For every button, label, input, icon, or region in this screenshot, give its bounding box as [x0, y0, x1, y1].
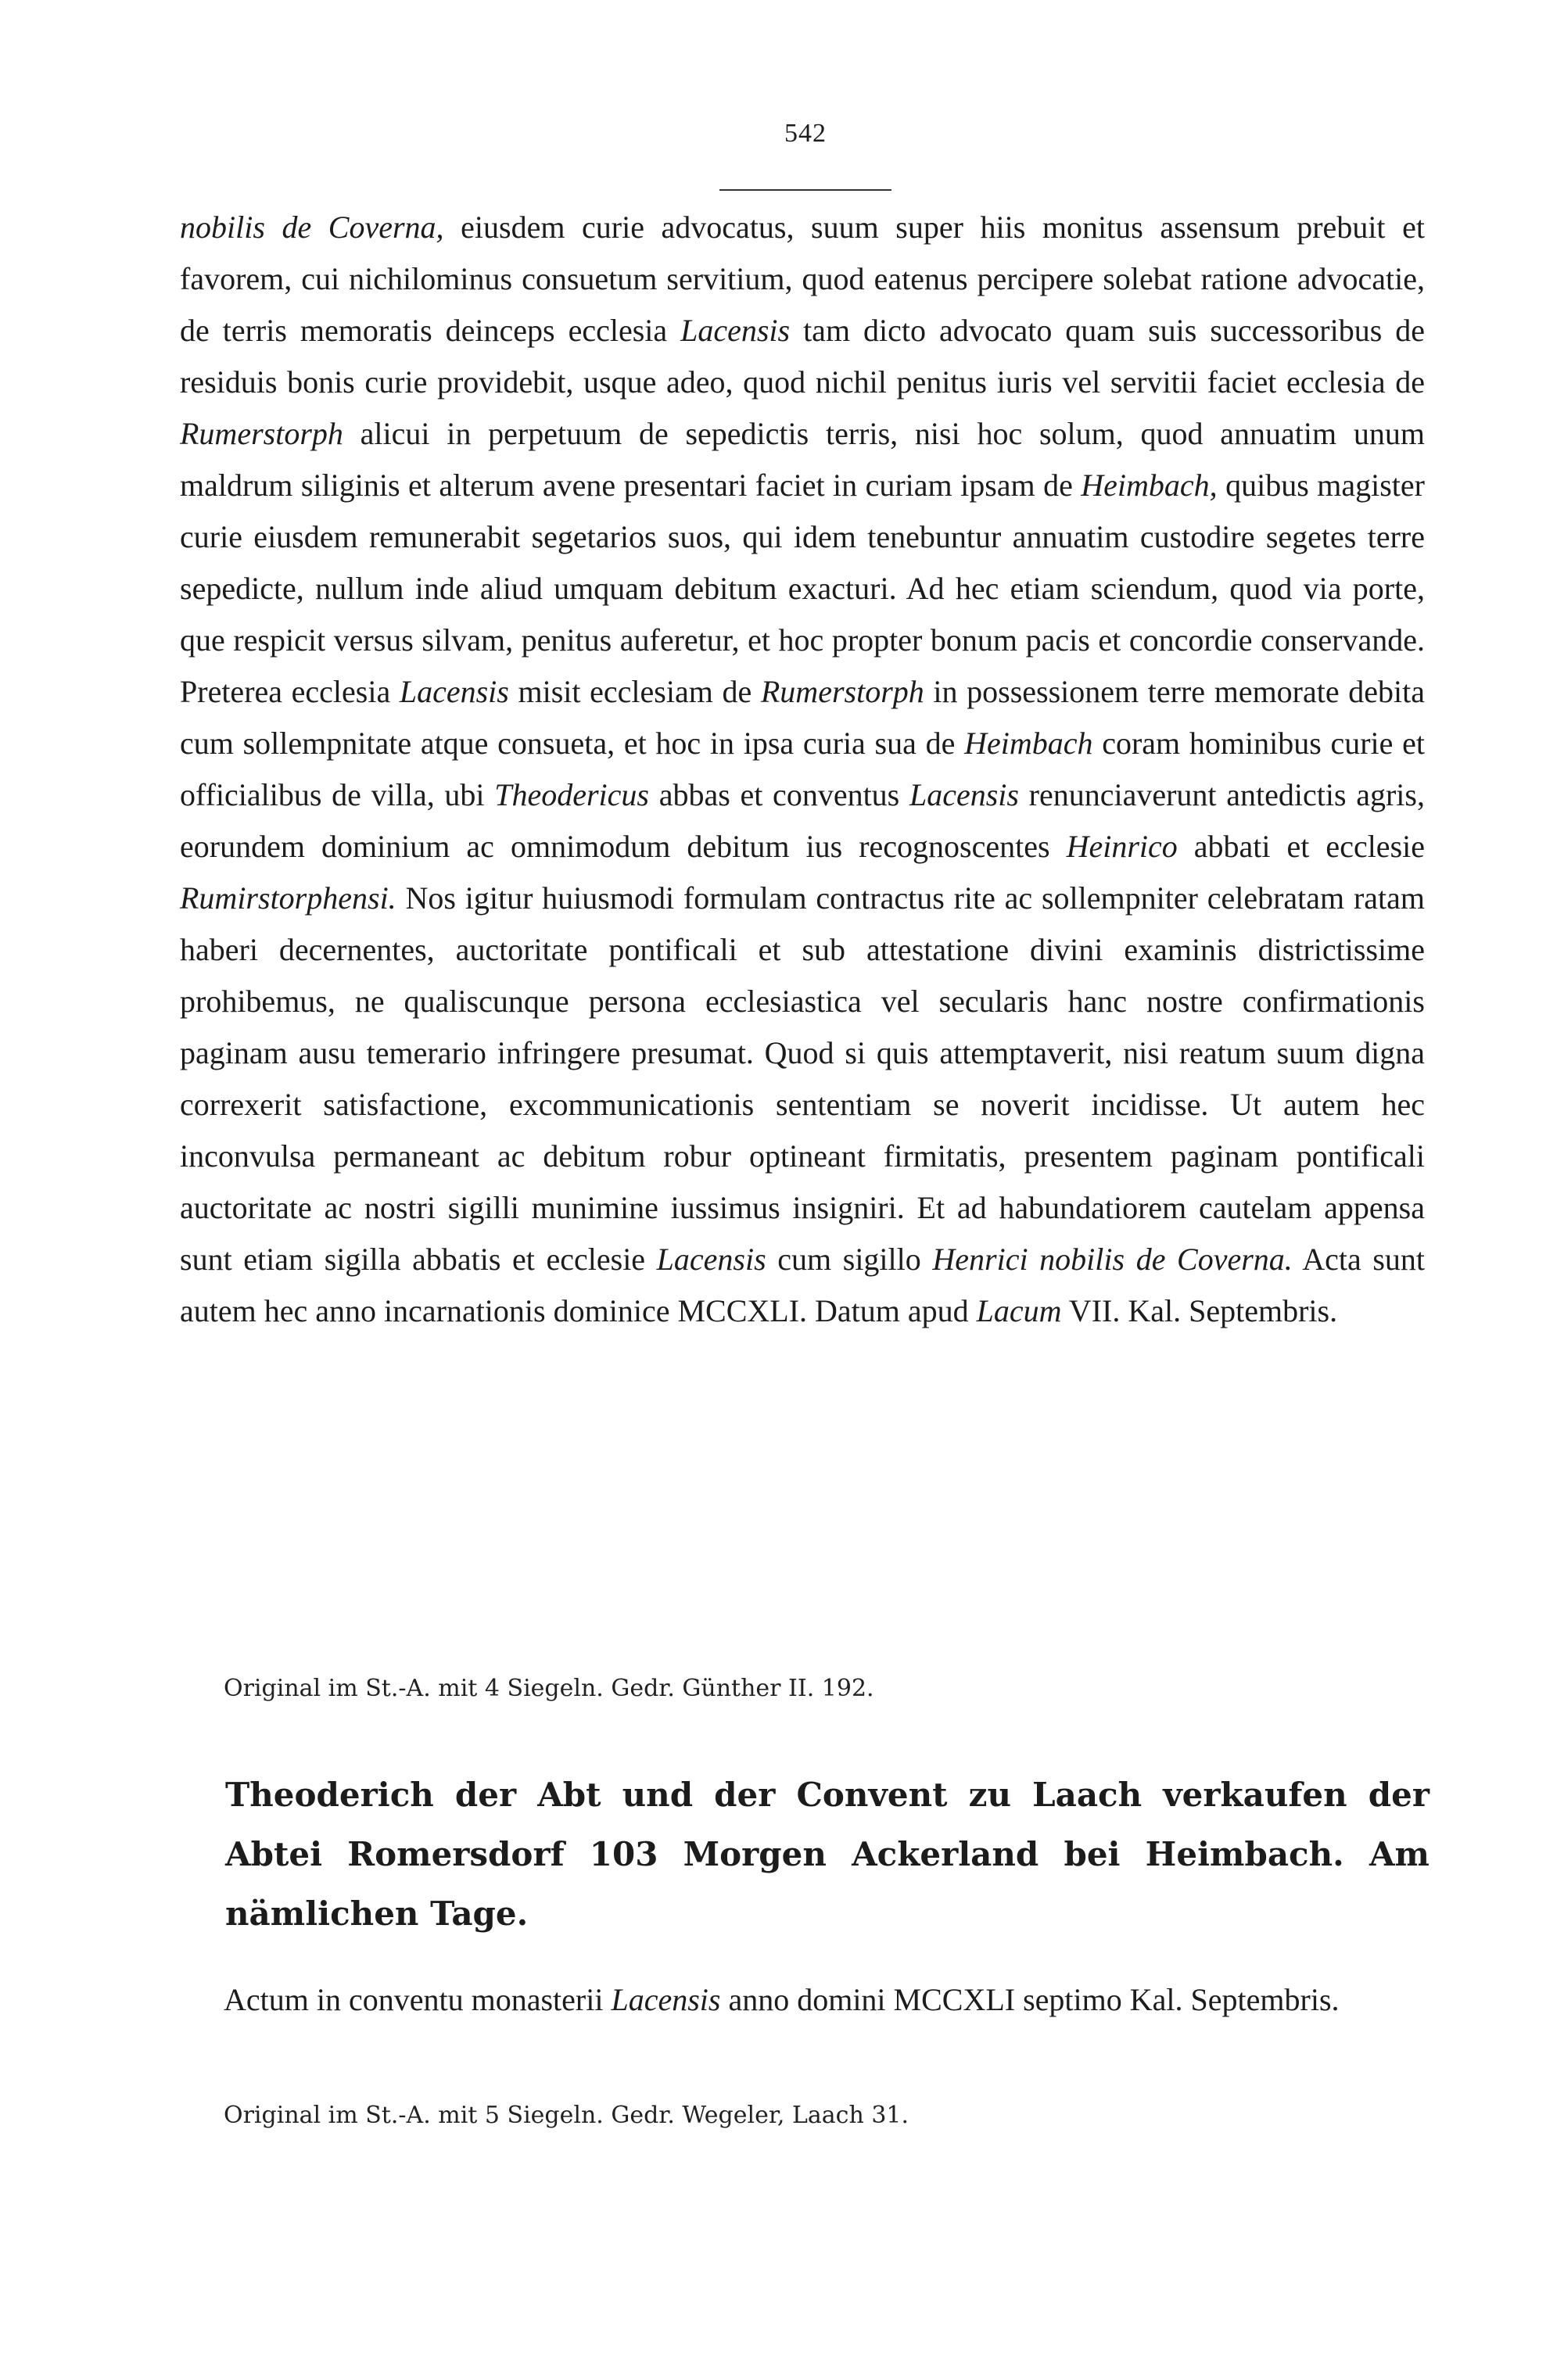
text-run: in possessionem terre memorate debita cum sollempnitate atque consueta, et hoc in ipsa curia sua de [180, 674, 1425, 761]
italic-name: Rumerstorph [180, 416, 343, 451]
text-run: Actum in conventu monasterii [224, 1982, 612, 2017]
italic-name: Lacensis [680, 313, 791, 348]
italic-name: Lacensis [399, 674, 509, 709]
text-run: quibus magister curie eiusdem remunerabit segetarios suos, qui idem tenebuntur annuatim custodire segetes terre sepedicte, nullum inde aliud umquam debitum exacturi. Ad hec etiam sciendum, quod via porte, que respicit versus silvam, penitus auferetur, et hoc propter bonum pacis et concordie conservande. Preterea ecclesia [180, 468, 1425, 709]
page-number-rule [719, 189, 891, 191]
text-run: abbas et conventus [649, 777, 909, 812]
text-run: eiusdem curie advocatus, suum super hiis monitus assensum prebuit et favorem, cui nichilominus consuetum servitium, quod eatenus percipere solebat ratione advocatie, de terris memoratis deinceps ecclesia [180, 210, 1425, 348]
text-run: renunciaverunt antedictis agris, eorundem dominium ac omnimodum debitum ius recognoscentes [180, 777, 1425, 864]
italic-name: Lacum [976, 1293, 1062, 1328]
italic-name: Heimbach [964, 726, 1093, 761]
actum-line [180, 1975, 1425, 2025]
regest-heading: Theoderich der Abt und der Convent zu Laach verkaufen der Abtei Romersdorf 103 Morgen Ackerland bei Heimbach. Am nämlichen Tage. [225, 1776, 1429, 1933]
italic-name: Lacensis [909, 777, 1019, 812]
italic-name: Heinrico [1066, 829, 1178, 864]
italic-name: nobilis de Coverna, [180, 210, 444, 245]
text-run: alicui in perpetuum de sepedictis terris, nisi hoc solum, quod annuatim unum maldrum siliginis et alterum avene presentari faciet in curiam ipsam de [180, 416, 1425, 503]
text-run: Nos igitur huiusmodi formulam contractus rite ac sollempniter celebratam ratam haberi decernentes, auctoritate pontificali et sub attestatione divini examinis districtissime prohibemus, ne qualiscunque persona ecclesiastica vel secularis hanc nostre confirmationis paginam ausu temerario infringere presumat. Quod si quis attemptaverit, nisi reatum suum digna correxerit satisfactione, excommunicationis sententiam se noverit incidisse. Ut autem hec inconvulsa permaneant ac debitum robur optineant firmitatis, presentem paginam pontificali auctoritate ac nostri sigilli munimine iussimus insigniri. Et ad habundatiorem cautelam appensa sunt etiam sigilla abbatis et ecclesie [180, 880, 1425, 1277]
text-run: coram hominibus curie et officialibus de villa, ubi [180, 726, 1426, 812]
text-run: abbati et ecclesie [1177, 829, 1425, 864]
italic-name: Heimbach, [1081, 468, 1218, 503]
italic-name: Lacensis [656, 1242, 766, 1277]
italic-name: Lacensis [611, 1982, 721, 2017]
source-note: Original im St.-A. mit 5 Siegeln. Gedr. Wegeler, Laach 31. [224, 2102, 909, 2129]
italic-name: Theodericus [494, 777, 649, 812]
page-number: 542 [784, 119, 827, 148]
text-run: tam dicto advocato quam suis successoribus de residuis bonis curie providebit, usque adeo, quod nichil penitus iuris vel servitii faciet ecclesia de [180, 313, 1425, 400]
italic-name: Henrici nobilis de Coverna. [932, 1242, 1293, 1277]
text-run: misit ecclesiam de [508, 674, 761, 709]
source-note: Original im St.-A. mit 4 Siegeln. Gedr. Günther II. 192. [224, 1675, 874, 1702]
text-run: VII. Kal. Septembris. [1061, 1293, 1338, 1328]
text-run: cum sigillo [766, 1242, 933, 1277]
italic-name: Rumirstorphensi. [180, 880, 396, 916]
text-run: Acta sunt autem hec anno incarnationis dominice MCCXLI. Datum apud [180, 1242, 1426, 1328]
text-run: anno domini MCCXLI septimo Kal. Septembris. [720, 1982, 1340, 2017]
charter-text [180, 202, 1425, 1337]
italic-name: Rumerstorph [760, 674, 924, 709]
